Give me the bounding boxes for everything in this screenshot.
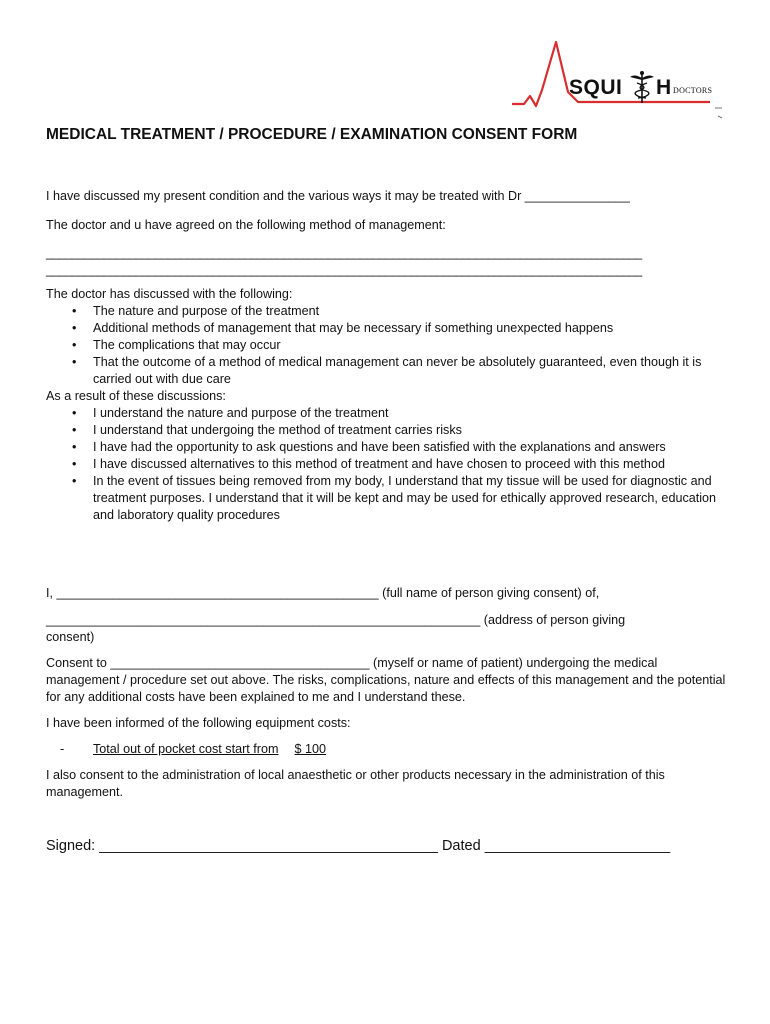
cost-item-amount: $ 100 [294, 742, 327, 756]
form-title: MEDICAL TREATMENT / PROCEDURE / EXAMINATION CONSENT FORM [46, 126, 578, 143]
discussed-heading: The doctor has discussed with the following: [46, 287, 293, 301]
caduceus-icon [628, 70, 656, 104]
management-blank-line-2[interactable]: _____________________________________________________________________________________________ [46, 263, 642, 277]
discussed-item: • Additional methods of management that may be necessary if something unexpected happens [46, 320, 726, 337]
intro-line-doctor: I have discussed my present condition and the various ways it may be treated with Dr _______________ [46, 189, 630, 203]
result-heading: As a result of these discussions: [46, 389, 226, 403]
signed-blank[interactable]: __________________________________________ [99, 838, 438, 854]
discussed-item: • That the outcome of a method of medical management can never be absolutely guaranteed, even though it is carried out with due care [46, 354, 726, 388]
consenter-address-continued: consent) [46, 630, 95, 644]
logo-letters-squi: SQUI [569, 76, 623, 99]
result-item: • I have discussed alternatives to this method of treatment and have chosen to proceed with this method [46, 456, 726, 473]
discussed-item: • The complications that may occur [46, 337, 726, 354]
intro-line-method: The doctor and u have agreed on the following method of management: [46, 218, 446, 232]
result-item: • I understand the nature and purpose of the treatment [46, 405, 726, 422]
logo-word-doctors: DOCTORS [673, 86, 713, 95]
logo-letter-h: H [656, 76, 672, 99]
costs-heading: I have been informed of the following equipment costs: [46, 716, 351, 730]
discussed-item: • The nature and purpose of the treatment [46, 303, 726, 320]
dated-label: Dated [441, 838, 481, 854]
signature-row [46, 838, 670, 854]
result-item: • I have had the opportunity to ask questions and have been satisfied with the explanations and answers [46, 439, 726, 456]
cost-item-label: Total out of pocket cost start from [93, 742, 279, 756]
signed-label: Signed: [46, 838, 96, 854]
result-item: • In the event of tissues being removed from my body, I understand that my tissue will be used for diagnostic and treatment purposes. I understand that it will be kept and may be used for ethically approved research, education and laboratory quality procedures [46, 473, 726, 524]
cost-item [46, 741, 354, 758]
result-item: • I understand that undergoing the method of treatment carries risks [46, 422, 726, 439]
anaesthetic-paragraph: I also consent to the administration of local anaesthetic or other products necessary in the administration of this management. [46, 768, 665, 799]
consenter-name-line[interactable]: I, ______________________________________________ (full name of person giving consent) of, [46, 586, 600, 600]
management-blank-line-1[interactable]: _____________________________________________________________________________________________ [46, 246, 642, 260]
result-list [46, 405, 726, 524]
discussed-list [46, 303, 726, 388]
consenter-address-line[interactable]: ______________________________________________________________ (address of person giving [46, 613, 626, 627]
asquith-doctors-logo [510, 40, 725, 120]
cost-item-dash: - [60, 742, 65, 756]
consent-paragraph: Consent to _____________________________________ (myself or name of patient) undergoing the medical management / procedure set out above. The risks, complications, nature and effects of this management and the potential for any additional costs have been explained to me and I understand these. [46, 656, 726, 704]
dated-blank[interactable]: _______________________ [484, 838, 671, 854]
